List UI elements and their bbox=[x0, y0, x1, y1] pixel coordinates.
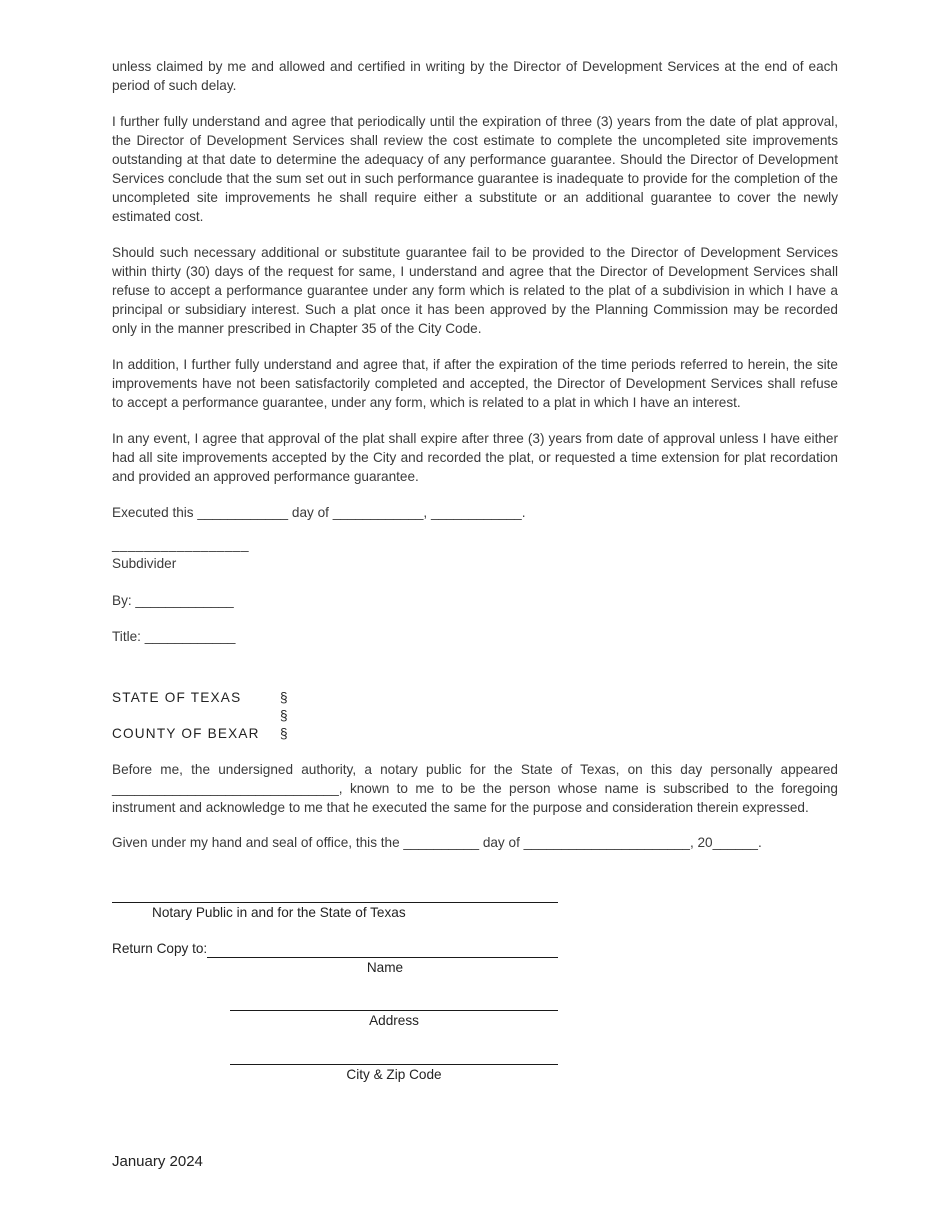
return-copy-row bbox=[112, 939, 558, 958]
title-blank-line: Title: ____________ bbox=[112, 629, 236, 644]
subdivider-signature-blank: _________________ bbox=[112, 537, 250, 552]
subdivider-label: Subdivider bbox=[112, 556, 177, 571]
body-paragraph: In addition, I further fully understand and agree that, if after the expiration of the time periods referred to herein, the site improvements have not been satisfactorily completed and accepted, the Director of Development Services shall refuse to accept a performance guarantee, under any form, which is related to a plat in which I have an interest. bbox=[112, 357, 838, 410]
return-copy-label: Return Copy to: bbox=[112, 941, 208, 956]
address-caption: Address bbox=[369, 1013, 419, 1028]
section-symbol: § bbox=[280, 708, 288, 723]
state-of-texas-label: STATE OF TEXAS bbox=[112, 690, 242, 705]
notary-public-caption: Notary Public in and for the State of Texas bbox=[152, 905, 406, 920]
empty-label bbox=[112, 707, 280, 725]
notary-acknowledgment-paragraph: Before me, the undersigned authority, a notary public for the State of Texas, on this day personally appeared ______________________________, known to me to be the person whose name is subscribed to the foregoing instrument and acknowledge to me that he executed the same for the purpose and consideration therein expressed. bbox=[112, 762, 838, 815]
given-under-hand-line: Given under my hand and seal of office, this the __________ day of ______________________, 20______. bbox=[112, 835, 762, 850]
return-copy-name-line bbox=[207, 940, 558, 958]
county-row bbox=[112, 725, 838, 743]
body-paragraph: In any event, I agree that approval of the plat shall expire after three (3) years from date of approval unless I have either had all site improvements accepted by the City and recorded the plat, or requested a time extension for plat recordation and provided an approved performance guarantee. bbox=[112, 431, 838, 484]
body-paragraph: I further fully understand and agree that periodically until the expiration of three (3) years from the date of plat approval, the Director of Development Services shall review the cost estimate to complete the uncompleted site improvements outstanding at that date to determine the adequacy of any performance guarantee. Should the Director of Development Services conclude that the sum set out in such performance guarantee is inadequate to provide for the completion of the uncompleted site improvements he shall require either a substitute or an additional guarantee to cover the newly estimated cost. bbox=[112, 114, 838, 224]
executed-date-line: Executed this ____________ day of ____________, ____________. bbox=[112, 505, 526, 520]
middle-row bbox=[112, 707, 838, 725]
state-row bbox=[112, 689, 838, 707]
jurisdiction-block bbox=[112, 689, 838, 743]
section-symbol: § bbox=[280, 690, 288, 705]
city-zip-caption: City & Zip Code bbox=[346, 1067, 442, 1082]
body-paragraph: unless claimed by me and allowed and certified in writing by the Director of Development Services at the end of each period of such delay. bbox=[112, 59, 838, 93]
subdivider-signature-block bbox=[112, 535, 838, 573]
name-caption: Name bbox=[366, 960, 404, 975]
section-symbol: § bbox=[280, 726, 288, 741]
county-of-bexar-label: COUNTY OF BEXAR bbox=[112, 726, 260, 741]
body-paragraph: Should such necessary additional or substitute guarantee fail to be provided to the Director of Development Services within thirty (30) days of the request for same, I understand and agree that the Director of Development Services shall refuse to accept a performance guarantee under any form which is related to the plat of a subdivision in which I have a principal or subsidiary interest. Such a plat once it has been approved by the Planning Commission may be recorded only in the manner prescribed in Chapter 35 of the City Code. bbox=[112, 245, 838, 336]
footer-revision-date: January 2024 bbox=[112, 1153, 203, 1170]
by-blank-line: By: _____________ bbox=[112, 593, 234, 608]
